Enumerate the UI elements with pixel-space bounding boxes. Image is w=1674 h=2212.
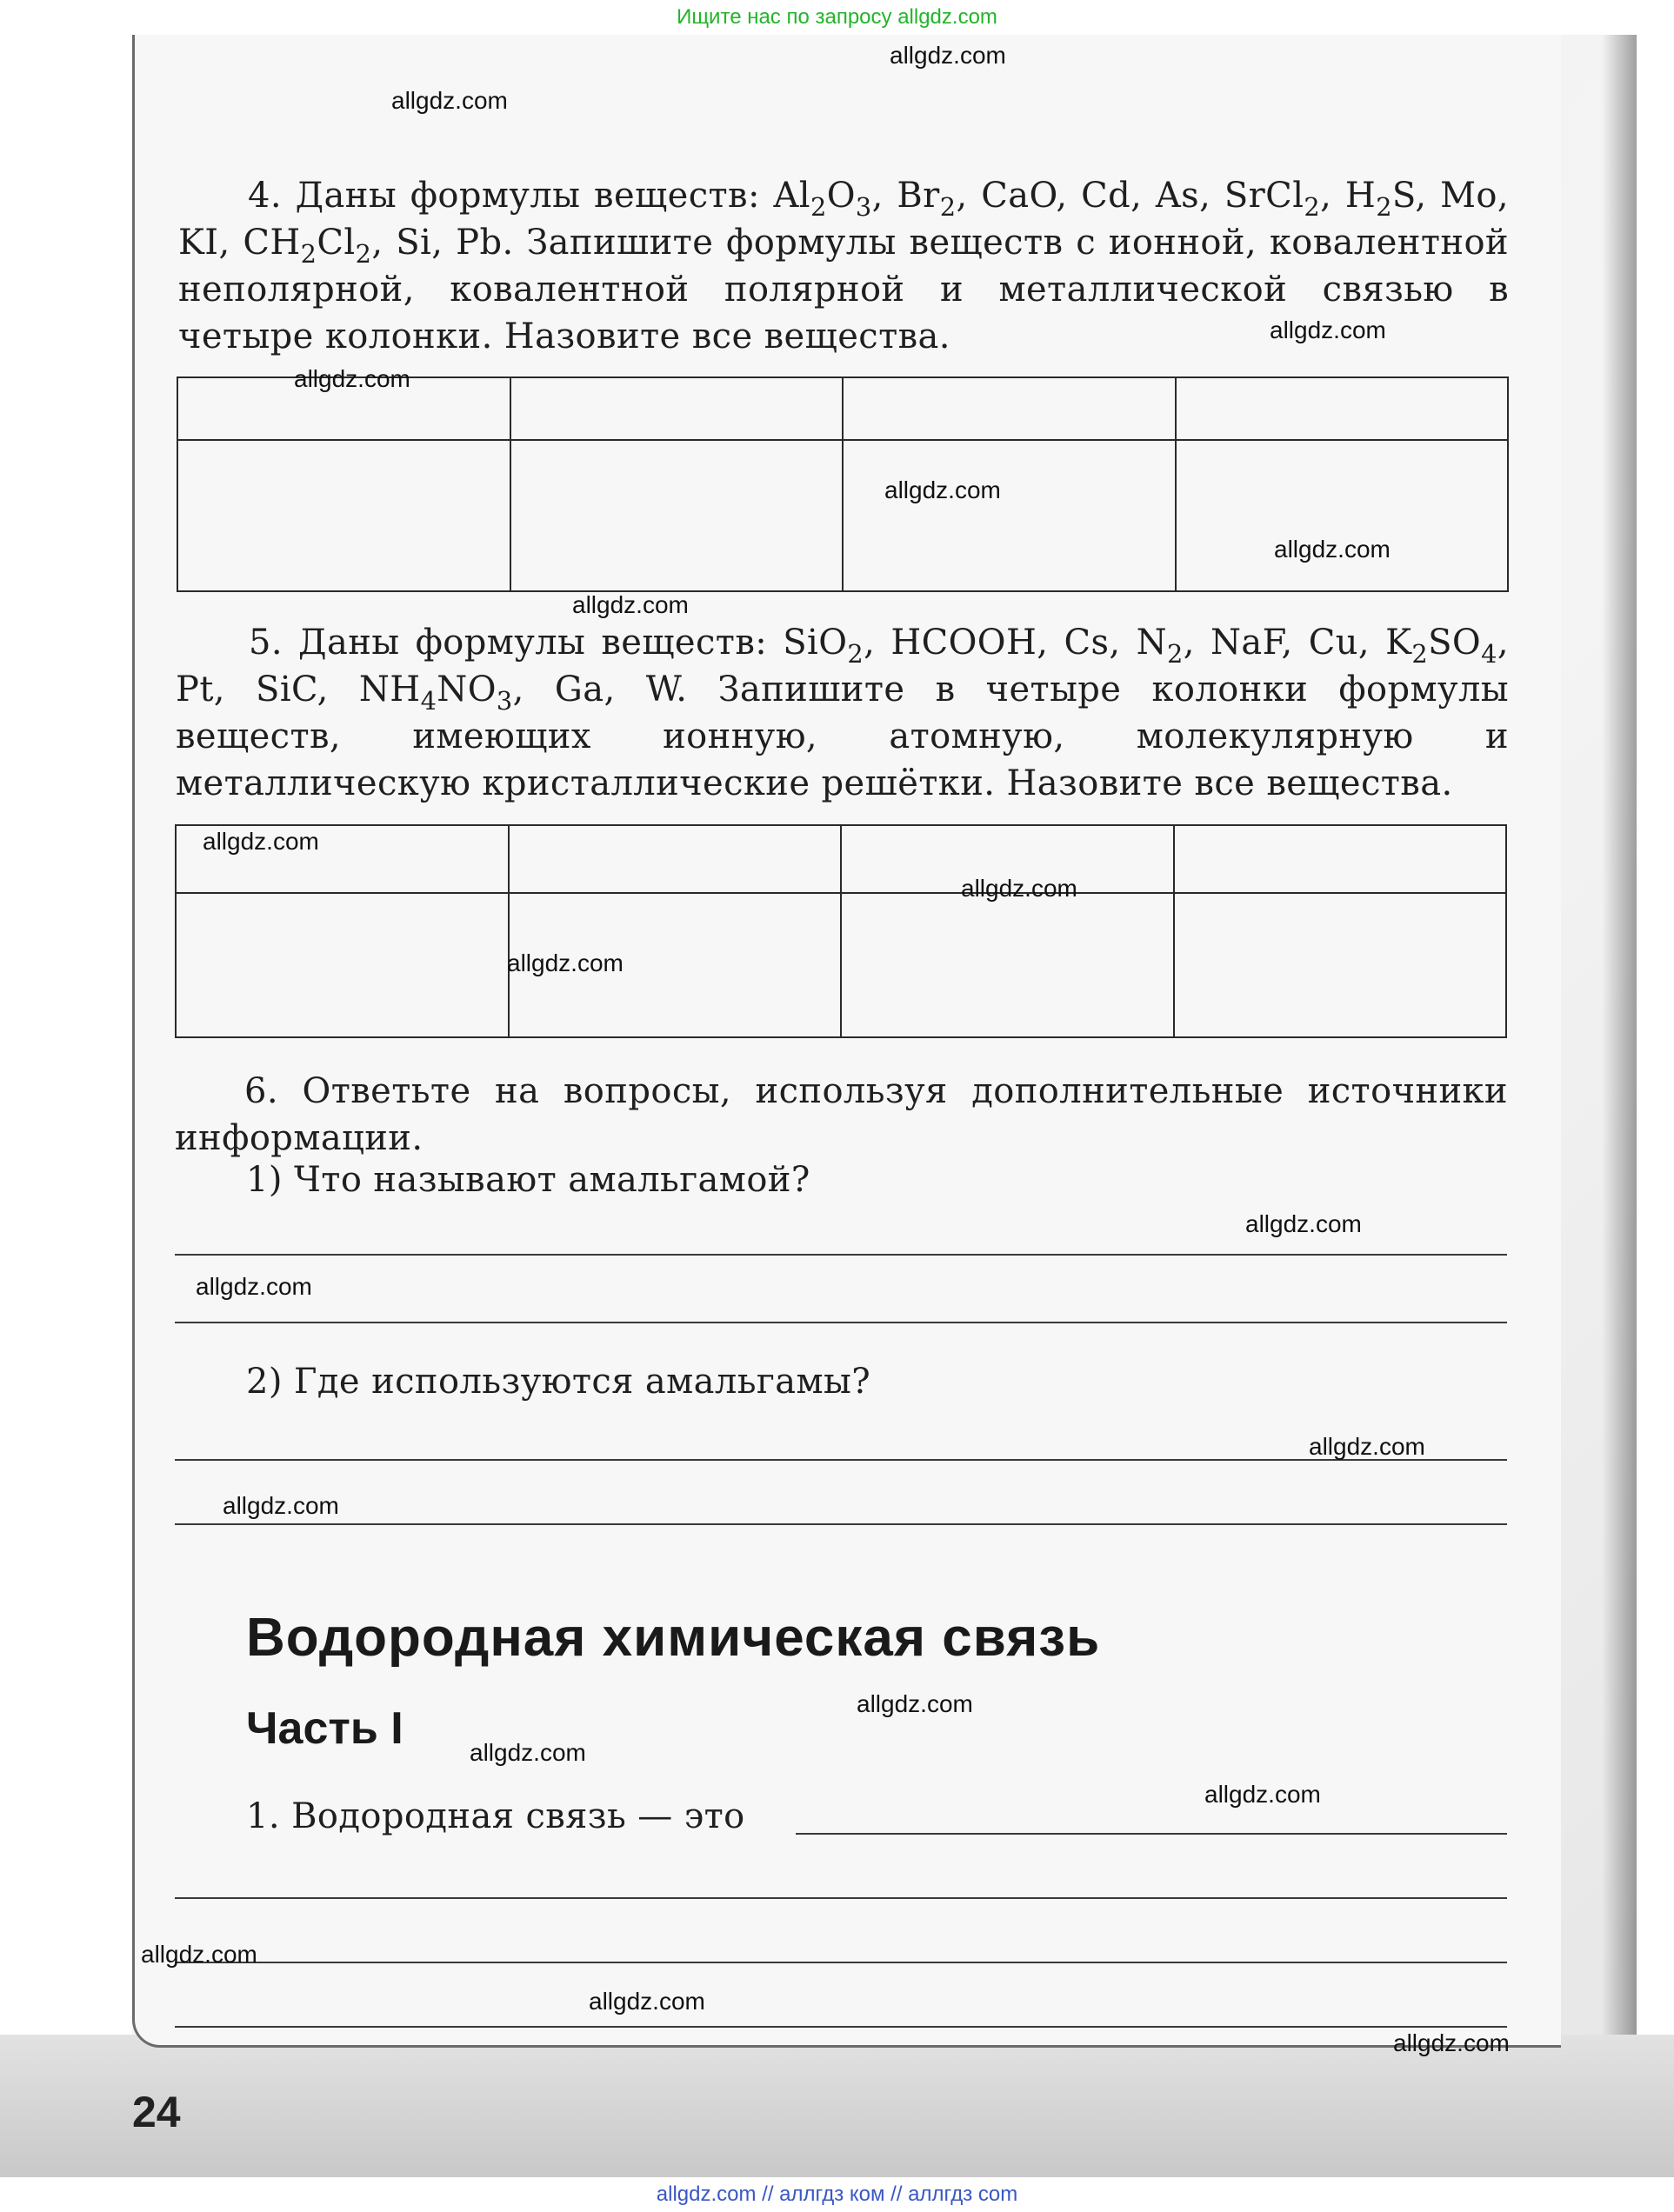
task4-instruction: Запишите формулы веществ с ионной, ковалентной неполярной, ковалентной полярной и металлической связью в четыре колонки. Назовите все вещества. xyxy=(178,223,1509,356)
formula: HCOOH xyxy=(890,623,1037,663)
watermark: allgdz.com xyxy=(470,1739,586,1766)
formula: KI xyxy=(178,223,219,263)
formula: Cu xyxy=(1308,623,1358,663)
watermark: allgdz.com xyxy=(572,591,689,618)
bottom-banner[interactable]: allgdz.com // аллгдз ком // аллгдз com xyxy=(0,2177,1674,2212)
answer-line[interactable] xyxy=(175,1523,1507,1525)
table-cell[interactable] xyxy=(843,440,1176,591)
watermark: allgdz.com xyxy=(196,1273,312,1300)
table-cell[interactable] xyxy=(1174,893,1507,1037)
formula: Si xyxy=(396,223,432,263)
watermark: allgdz.com xyxy=(961,875,1077,902)
watermark: allgdz.com xyxy=(1309,1433,1425,1460)
section-item-1: 1. Водородная связь — это xyxy=(246,1796,745,1836)
table-cell[interactable] xyxy=(177,440,510,591)
table-cell[interactable] xyxy=(509,825,842,893)
task4-formula-list: $Al_2O_3$, $Br_2$, CaO, Cd, As, SrCl$_2$, $H_2S$, Mo, KI, $CH_2Cl_2$, Si, Pb. xyxy=(178,176,1510,270)
task5-number: 5. xyxy=(249,623,283,663)
formula: $N_2$ xyxy=(1136,623,1184,670)
watermark: allgdz.com xyxy=(884,476,1001,503)
watermark: allgdz.com xyxy=(223,1492,339,1519)
formula: Cs xyxy=(1064,623,1110,663)
task5-intro: Даны формулы веществ: xyxy=(298,623,768,663)
task5-instruction: Запишите в четыре колонки формулы веществ, имеющих ионную, атомную, молекулярную и металлическую кристаллические решётки. Назовите все вещества. xyxy=(176,670,1510,803)
formula: SrCl$_2$ xyxy=(1224,176,1321,223)
table-cell[interactable] xyxy=(1176,377,1509,440)
formula: SiO$_2$ xyxy=(783,623,864,670)
watermark: allgdz.com xyxy=(141,1941,257,1968)
table-cell[interactable] xyxy=(510,440,844,591)
watermark: allgdz.com xyxy=(391,87,508,114)
watermark: allgdz.com xyxy=(294,365,410,392)
answer-line[interactable] xyxy=(796,1833,1507,1835)
watermark: allgdz.com xyxy=(857,1690,973,1717)
table-cell[interactable] xyxy=(176,893,509,1037)
part-heading: Часть I xyxy=(246,1703,403,1754)
task6-intro: Ответьте на вопросы, используя дополнительные источники информации. xyxy=(175,1071,1508,1158)
answer-line[interactable] xyxy=(175,1897,1507,1899)
formula: $Al_2O_3$ xyxy=(773,176,872,223)
watermark: allgdz.com xyxy=(507,949,624,976)
task6-number: 6. xyxy=(244,1071,278,1111)
formula: W xyxy=(645,670,677,710)
watermark: allgdz.com xyxy=(1274,536,1391,563)
watermark: allgdz.com xyxy=(1204,1781,1321,1808)
table-cell[interactable] xyxy=(510,377,844,440)
watermark: allgdz.com xyxy=(203,828,319,855)
formula: NaF xyxy=(1210,623,1282,663)
table-cell[interactable] xyxy=(841,893,1174,1037)
task6-text xyxy=(175,1068,1508,1162)
watermark: allgdz.com xyxy=(1245,1210,1362,1237)
formula: $CH_2Cl_2$ xyxy=(243,223,372,270)
formula: $K_2SO_4$ xyxy=(1385,623,1497,670)
table-cell[interactable] xyxy=(843,377,1176,440)
task5-answer-table xyxy=(175,824,1507,1038)
formula: CaO xyxy=(981,176,1057,216)
formula: $Br_2$ xyxy=(897,176,957,223)
watermark: allgdz.com xyxy=(1393,2029,1510,2056)
formula: Ga xyxy=(554,670,604,710)
formula: As xyxy=(1155,176,1200,216)
formula: $NH_4NO_3$ xyxy=(358,670,513,716)
answer-line[interactable] xyxy=(175,2026,1507,2028)
page-number: 24 xyxy=(132,2088,181,2136)
formula: $H_2S$ xyxy=(1344,176,1416,223)
formula: Pb xyxy=(456,223,503,263)
answer-line[interactable] xyxy=(175,1459,1507,1461)
watermark: allgdz.com xyxy=(589,1988,705,2015)
task4-intro: Даны формулы веществ: xyxy=(295,176,760,216)
formula: SiC xyxy=(256,670,317,710)
formula: Mo xyxy=(1440,176,1497,216)
task5-formula-list: SiO$_2$, HCOOH, Cs, $N_2$, NaF, Cu, $K_2SO_4$, Pt, SiC, $NH_4NO_3$, Ga, W. xyxy=(176,623,1509,716)
task4-number: 4. xyxy=(248,176,282,216)
formula: Cd xyxy=(1081,176,1131,216)
task6-question-1: 1) Что называют амальгамой? xyxy=(246,1160,810,1200)
table-cell[interactable] xyxy=(1174,825,1507,893)
answer-line[interactable] xyxy=(175,1322,1507,1323)
watermark: allgdz.com xyxy=(1270,316,1386,343)
table-cell[interactable] xyxy=(1176,440,1509,591)
formula: Pt xyxy=(176,670,214,710)
answer-line[interactable] xyxy=(175,1962,1507,1963)
answer-line[interactable] xyxy=(175,1254,1507,1256)
section-title: Водородная химическая связь xyxy=(246,1608,1101,1668)
task6-question-2: 2) Где используются амальгамы? xyxy=(246,1362,871,1402)
top-banner[interactable]: Ищите нас по запросу allgdz.com xyxy=(677,5,997,29)
watermark: allgdz.com xyxy=(890,42,1006,69)
task5-text xyxy=(176,619,1509,807)
